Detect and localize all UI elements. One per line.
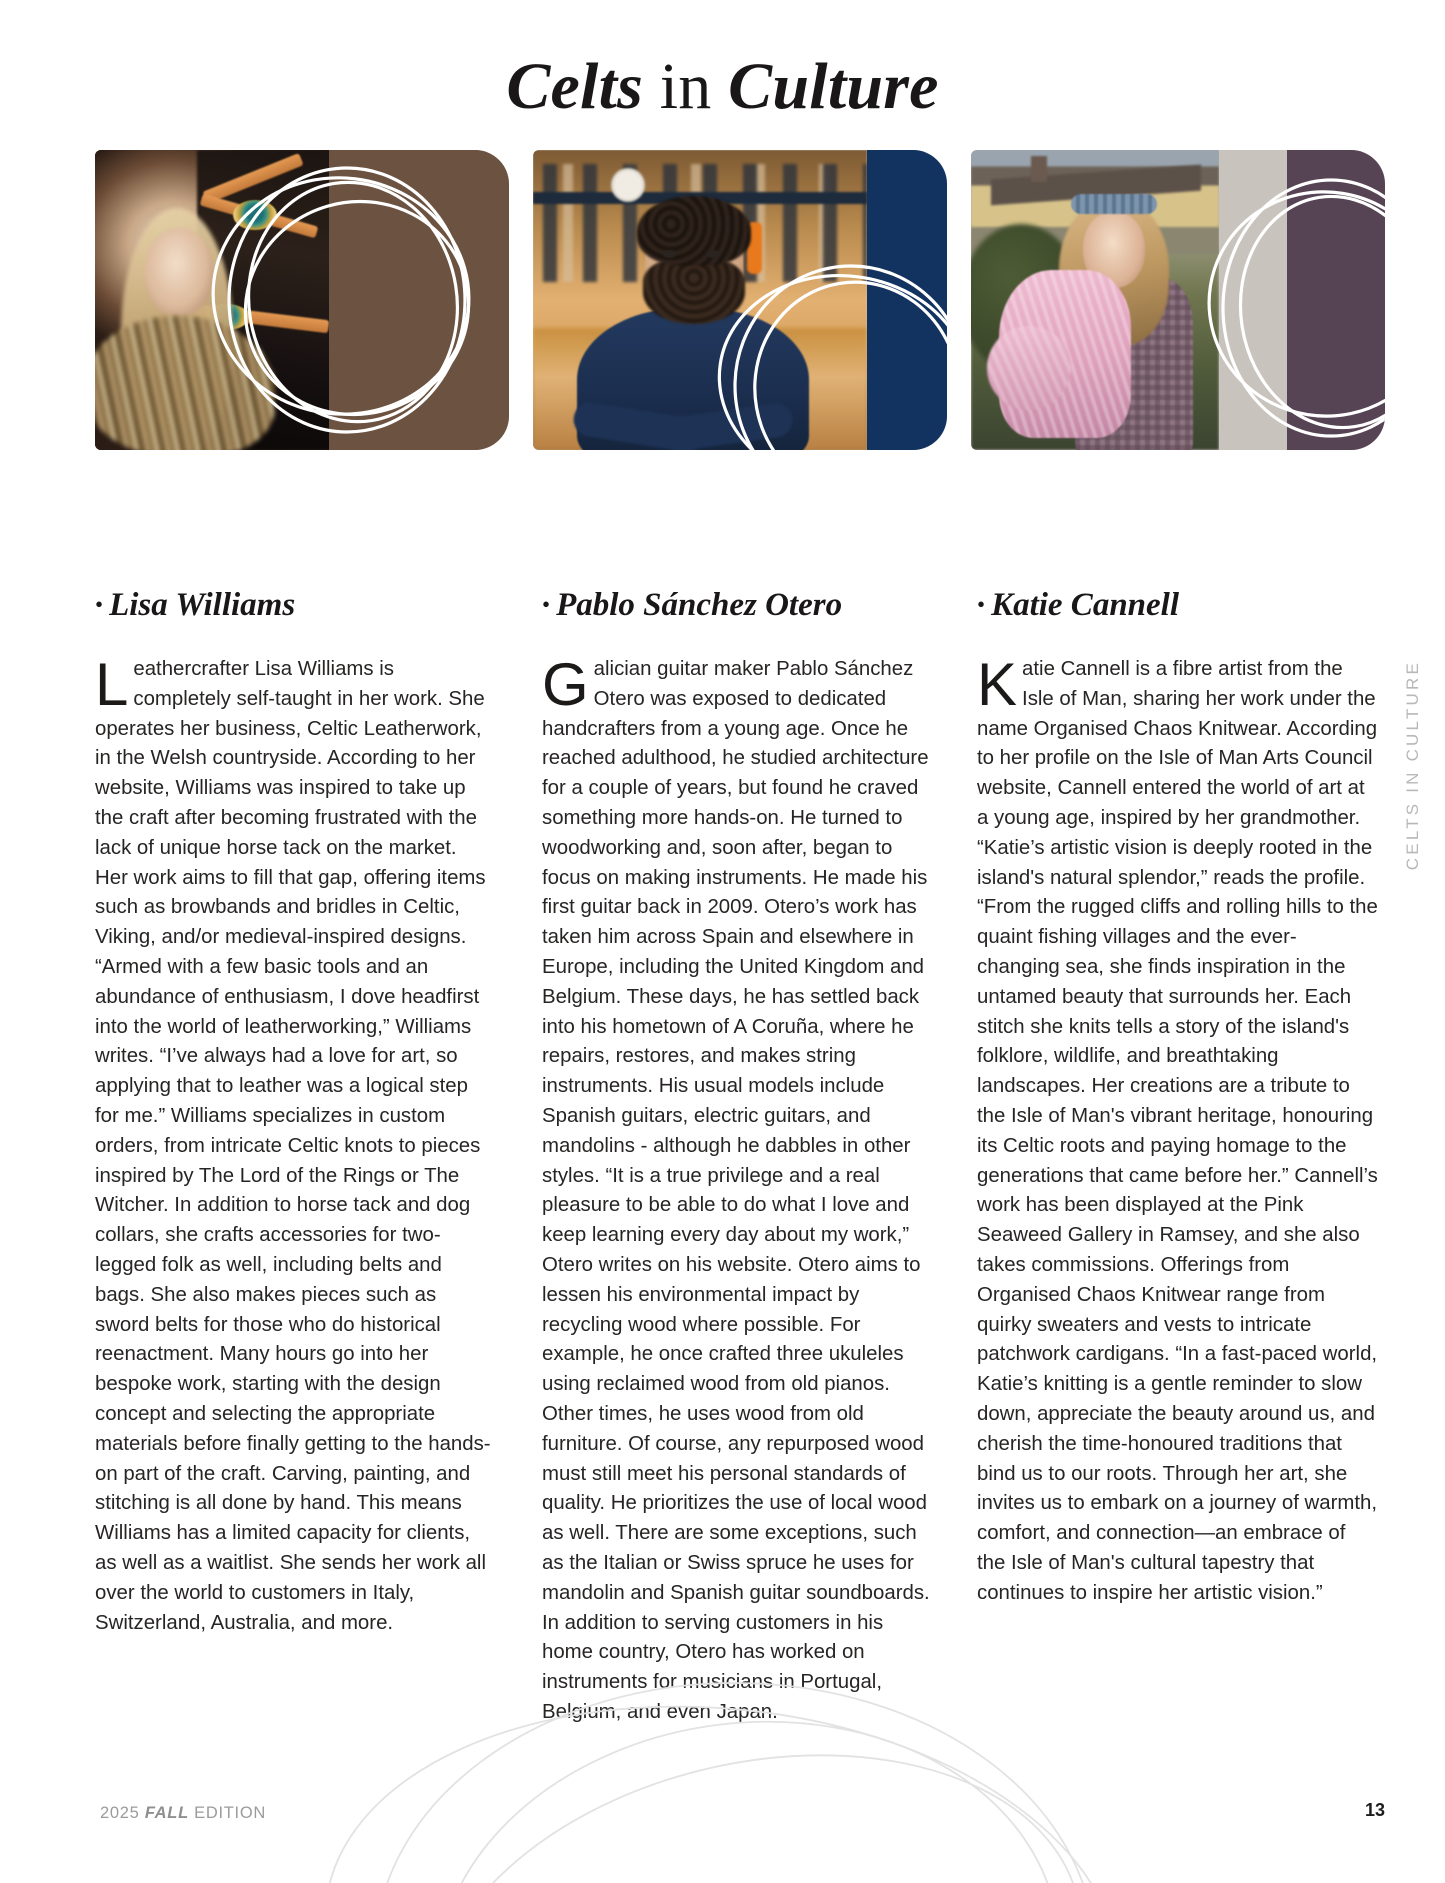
celtic-browband-medallion [233,200,277,230]
page-title-word-celts: Celts [506,50,644,123]
footer-year: 2025 [100,1804,140,1822]
article-body-text: alician guitar maker Pablo Sánchez Otero was exposed to dedicated handcrafters from a young age. Once he reached adulthood, he studied architecture for a couple of years, but found he craved something more hands-on. He turned to woodworking and, soon after, began to focus on making instruments. He made his first guitar back in 2009. Otero’s work has taken him across Spain and elsewhere in Europe, including the United Kingdom and Belgium. These days, he has settled back into his hometown of A Coruña, where he repairs, restores, and makes string instruments. His usual models include Spanish guitars, electric guitars, and mandolins - although he dabbles in other styles. “It is a true privilege and a real pleasure to be able to do what I love and keep learning every day about my work,” Otero writes on his website. Otero aims to lessen his environmental impact by recycling wood where possible. For example, he once crafted three ukuleles using reclaimed wood from old pianos. Other times, he uses wood from old furniture. Of course, any repurposed wood must still meet his personal standards of quality. He prioritizes the use of local wood as well. There are some exceptions, such as the Italian or Swiss spruce he uses for mandolin and Spanish guitar soundboards. In addition to serving customers in his home country, Otero has worked on instruments for musicians in Portugal, Belgium, and even Japan. [542,658,930,1723]
footer-edition-word: EDITION [194,1804,266,1822]
feature-heading-katie-cannell [977,585,1179,625]
feature-name: Pablo Sánchez Otero [556,587,843,623]
accent-color-block-navy [867,150,947,450]
article-column-katie-cannell [977,651,1379,1609]
photo-lisa-williams [95,150,329,450]
subject-face [145,228,213,316]
chimney [1031,156,1047,182]
subject-eye [663,250,676,258]
page-title [0,52,1445,121]
cardigan-sleeve [987,326,1071,410]
feature-photo-card-lisa-williams [95,150,509,450]
page-title-word-in: in [643,50,729,123]
page-number: 13 [1364,1800,1385,1820]
drop-cap: G [542,651,589,718]
article-column-pablo-sanchez-otero [542,651,934,1728]
drop-cap: L [95,651,129,718]
feature-photo-card-katie-cannell [971,150,1385,450]
subject-hair [637,196,751,266]
subject-eye [707,250,720,258]
article-column-lisa-williams [95,651,491,1638]
footer-season: FALL [144,1804,189,1822]
accent-color-block-plum [1287,150,1385,450]
feature-name-headings [95,585,1385,633]
feature-photo-band [95,150,1385,450]
feature-heading-lisa-williams [95,585,295,625]
photo-pablo-sanchez-otero [533,150,867,450]
subject-beard [643,258,745,324]
wall-clock [611,168,645,202]
article-body-text: eathercrafter Lisa Williams is completely self-taught in her work. She operates her business, Celtic Leatherwork, in the Welsh countryside. According to her website, Williams was inspired to take up the craft after becoming frustrated with the lack of unique horse tack on the market. Her work aims to fill that gap, offering items such as browbands and bridles in Celtic, Viking, and/or medieval-inspired designs. “Armed with a few basic tools and an abundance of enthusiasm, I dove headfirst into the world of leatherworking,” Williams writes. “I’ve always had a love for art, so applying that to leather was a logical step for me.” Williams specializes in custom orders, from intricate Celtic knots to pieces inspired by The Lord of the Rings or The Witcher. In addition to horse tack and dog collars, she crafts accessories for two-legged folk as well, including belts and bags. She also makes pieces such as sword belts for those who do historical reenactment. Many hours go into her bespoke work, starting with the design concept and selecting the appropriate materials before finally getting to the hands-on part of the craft. Carving, painting, and stitching is all done by hand. This means Williams has a limited capacity for clients, as well as a waitlist. She sends her work all over the world to customers in Italy, Switzerland, Australia, and more. [95,658,491,1634]
article-body [542,651,934,1728]
photo-katie-cannell [971,150,1219,450]
bullet-icon: • [95,592,104,617]
page-title-word-culture: Culture [728,50,939,123]
footer-edition-label [100,1804,266,1823]
knitted-headband [1071,194,1157,214]
accent-color-block-brown [329,150,509,450]
article-body [95,651,491,1638]
bullet-icon: • [542,592,551,617]
article-body [977,651,1379,1609]
feature-photo-card-pablo-sanchez-otero [533,150,947,450]
bullet-icon: • [977,592,986,617]
feature-name: Katie Cannell [991,587,1180,623]
feature-heading-pablo-sanchez-otero [542,585,842,625]
drop-cap: K [977,651,1018,718]
vertical-section-label: CELTS IN CULTURE [1403,660,1422,871]
feature-name: Lisa Williams [109,587,296,623]
article-body-text: atie Cannell is a fibre artist from the Isle of Man, sharing her work under the name Organised Chaos Knitwear. According to her profile on the Isle of Man Arts Council website, Cannell entered the world of art at a young age, inspired by her grandmother. “Katie’s artistic vision is deeply rooted in the island's natural splendor,” reads the profile. “From the rugged cliffs and rolling hills to the quaint fishing villages and the ever-changing sea, she finds inspiration in the untamed beauty that surrounds her. Each stitch she knits tells a story of the island's folklore, wildlife, and breathtaking landscapes. Her creations are a tribute to the Isle of Man's vibrant heritage, honouring its Celtic roots and paying homage to the generations that came before her.” Cannell’s work has been displayed at the Pink Seaweed Gallery in Ramsey, and she also takes commissions. Offerings from Organised Chaos Knitwear range from quirky sweaters and vests to intricate patchwork cardigans. “In a fast-paced world, Katie’s knitting is a gentle reminder to slow down, appreciate the beauty around us, and cherish the time-honoured traditions that bind us to our roots. Through her art, she invites us to embark on a journey of warmth, comfort, and connection—an embrace of the Isle of Man's cultural tapestry that continues to inspire her artistic vision.” [977,658,1378,1604]
